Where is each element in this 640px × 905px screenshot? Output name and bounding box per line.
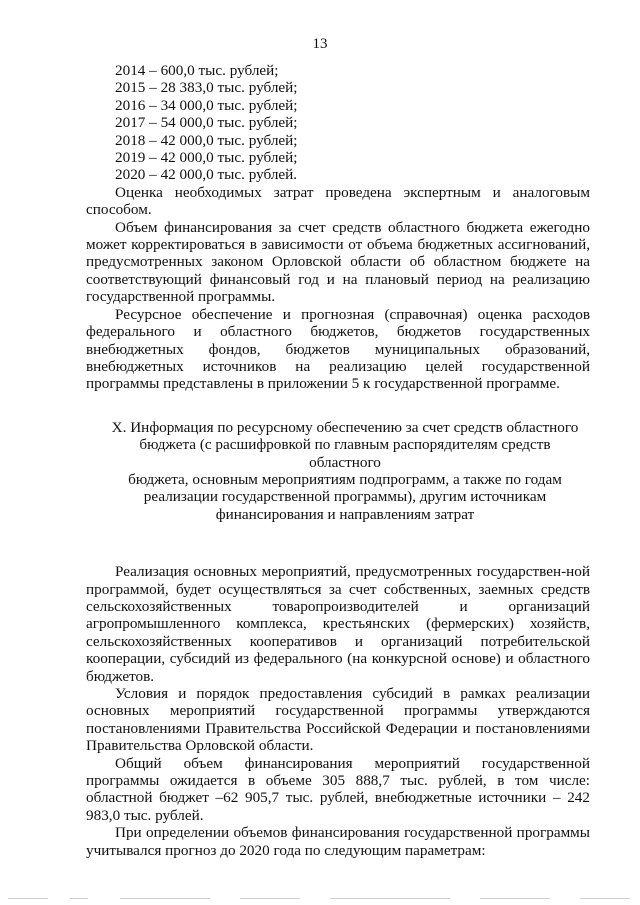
- funding-year-item: 2018 – 42 000,0 тыс. рублей;: [115, 131, 298, 149]
- paragraph-resource-provision: Ресурсное обеспечение и прогнозная (справочная) оценка расходов федерального и областного бюджетов, бюджетов государственных внебюджетных фондов, бюджетов муниципальных образований, внебюджетных источников на реализацию целей государственной программы представлены в приложении 5 к государственной программе.: [86, 305, 590, 393]
- paragraph-budget-adjustment: Объем финансирования за счет средств областного бюджета ежегодно может корректироваться в зависимости от объема бюджетных ассигнований, предусмотренных законом Орловской области об областном бюджете на соответствующий финансовый год и на плановый период на реализацию государственной программы.: [86, 218, 590, 306]
- paragraph-cost-estimate: Оценка необходимых затрат проведена экспертным и аналоговым способом.: [86, 183, 590, 219]
- scan-edge-artifact: [0, 896, 640, 902]
- paragraph-total-financing: Общий объем финансирования мероприятий государственной программы ожидается в объеме 305 888,7 тыс. рублей, в том числе: областной бюджет –62 905,7 тыс. рублей, внебюджетные источники – 242 983,0 тыс. рублей.: [86, 754, 590, 824]
- paragraph-implementation-sources: Реализация основных мероприятий, предусмотренных государствен-ной программой, будет осуществляться за счет собственных, заемных средств сельскохозяйственных товаропроизводителей и организаций агропромышленного комплекса, крестьянских (фермерских) хозяйств, сельскохозяйственных кооперативов и организаций потребительской кооперации, субсидий из федерального (на конкурсной основе) и областного бюджетов.: [86, 563, 590, 685]
- section-heading-line: бюджета, основным мероприятиям подпрограмм, а также по годам: [128, 470, 562, 488]
- paragraph-forecast-parameters: При определении объемов финансирования государственной программы учитывался прогноз до 2020 года по следующим параметрам:: [86, 824, 590, 859]
- funding-year-item: 2015 – 28 383,0 тыс. рублей;: [115, 79, 298, 97]
- section-heading: [86, 419, 590, 523]
- section-heading-line: X. Информация по ресурсному обеспечению за счет средств областного: [111, 418, 579, 436]
- section-heading-line: финансирования и направлениям затрат: [215, 505, 475, 523]
- funding-year-item: 2014 – 600,0 тыс. рублей;: [115, 62, 279, 79]
- funding-year-item: 2016 – 34 000,0 тыс. рублей;: [115, 96, 298, 114]
- funding-year-item: 2017 – 54 000,0 тыс. рублей;: [115, 114, 298, 132]
- funding-year-item: 2019 – 42 000,0 тыс. рублей;: [115, 149, 298, 167]
- section-heading-line: бюджета (с расшифровкой по главным распорядителям средств областного: [139, 436, 551, 471]
- funding-year-item: 2020 – 42 000,0 тыс. рублей.: [115, 166, 298, 184]
- page-number: 13: [312, 36, 328, 52]
- section-heading-line: реализации государственной программы), другим источникам: [143, 488, 547, 506]
- funding-by-year-list: [86, 62, 590, 184]
- paragraph-subsidy-conditions: Условия и порядок предоставления субсидий в рамках реализации основных мероприятий государственной программы утверждаются постановлениями Правительства Российской Федерации и постановлениями Правительства Орловской области.: [86, 685, 590, 755]
- document-body: [86, 62, 590, 859]
